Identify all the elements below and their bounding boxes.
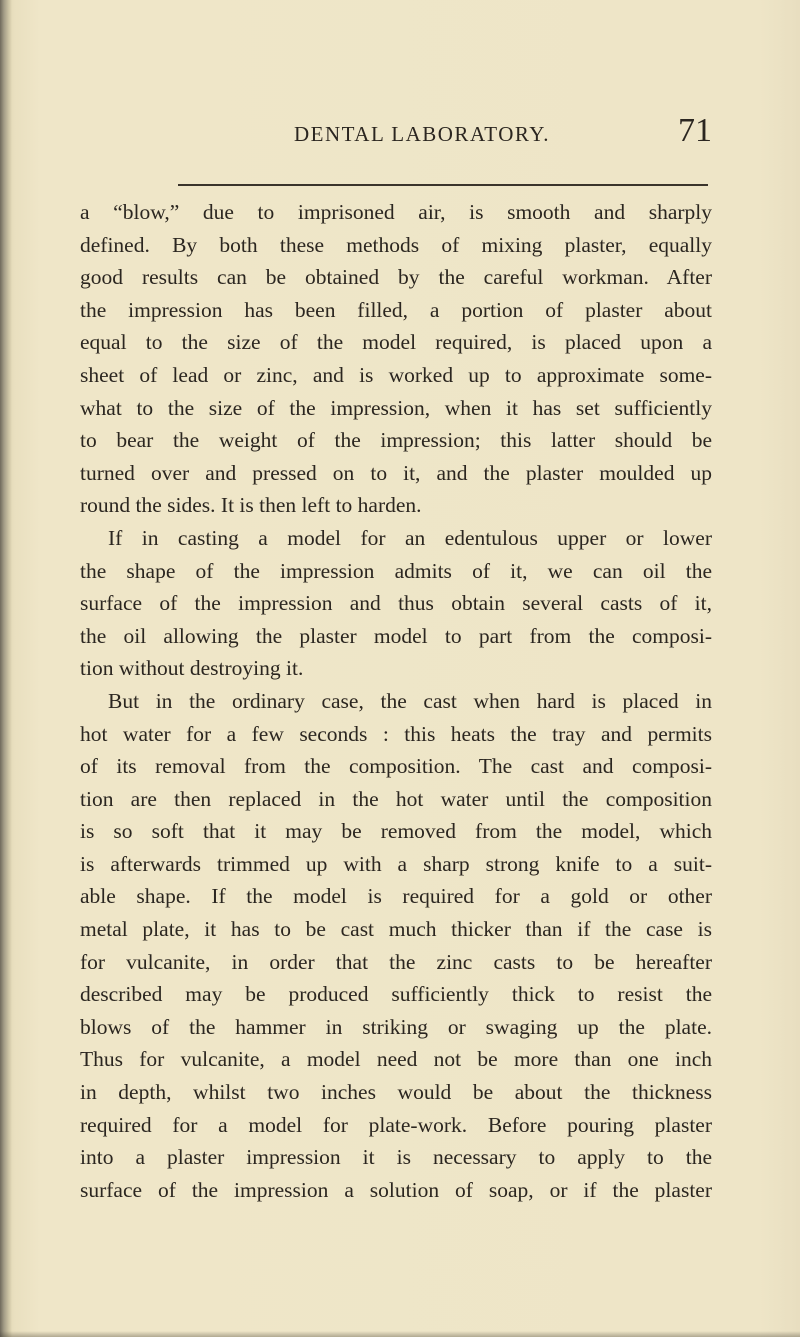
text-line: to bear the weight of the impression; this latter should be bbox=[80, 428, 712, 453]
text-line: able shape. If the model is required for a gold or other bbox=[80, 884, 712, 909]
text-line: a “blow,” due to imprisoned air, is smooth and sharply bbox=[80, 200, 712, 224]
page-gutter bbox=[0, 0, 12, 1337]
paragraph-start: If in casting a model for an edentulous upper or lower bbox=[108, 525, 712, 550]
text-line: is so soft that it may be removed from the model, which bbox=[80, 819, 712, 844]
text-line: what to the size of the impression, when it has set sufficiently bbox=[80, 395, 712, 420]
text-line: blows of the hammer in striking or swaging up the plate. bbox=[80, 1014, 712, 1039]
text-line: sheet of lead or zinc, and is worked up to approximate some- bbox=[80, 362, 712, 387]
text-line: good results can be obtained by the careful workman. After bbox=[80, 265, 712, 290]
text-line: equal to the size of the model required, is placed upon a bbox=[80, 330, 712, 355]
text-line: the oil allowing the plaster model to part from the composi- bbox=[80, 623, 712, 648]
text-line: for vulcanite, in order that the zinc casts to be hereafter bbox=[80, 949, 712, 974]
text-line: surface of the impression and thus obtain several casts of it, bbox=[80, 591, 712, 616]
text-line: surface of the impression a solution of soap, or if the plaster bbox=[80, 1177, 712, 1202]
paragraph-start: But in the ordinary case, the cast when hard is placed in bbox=[108, 688, 712, 713]
text-line: into a plaster impression it is necessary to apply to the bbox=[80, 1145, 712, 1170]
text-line: tion without destroying it. bbox=[80, 656, 304, 681]
page-header bbox=[60, 112, 712, 152]
text-line: described may be produced sufficiently thick to resist the bbox=[80, 982, 712, 1007]
page-bottom-edge bbox=[0, 1331, 800, 1337]
text-line: of its removal from the composition. The cast and composi- bbox=[80, 754, 712, 779]
text-line: Thus for vulcanite, a model need not be more than one inch bbox=[80, 1047, 712, 1072]
text-line: turned over and pressed on to it, and the plaster moulded up bbox=[80, 460, 712, 485]
text-line: round the sides. It is then left to harden. bbox=[80, 493, 422, 518]
text-line: hot water for a few seconds : this heats the tray and permits bbox=[80, 721, 712, 746]
text-line: the impression has been filled, a portion of plaster about bbox=[80, 297, 712, 322]
text-line: in depth, whilst two inches would be about the thickness bbox=[80, 1080, 712, 1105]
text-line: tion are then replaced in the hot water until the composition bbox=[80, 786, 712, 811]
text-line: required for a model for plate-work. Before pouring plaster bbox=[80, 1112, 712, 1137]
body-text bbox=[80, 196, 712, 1206]
text-line: defined. By both these methods of mixing plaster, equally bbox=[80, 232, 712, 257]
header-rule bbox=[178, 184, 708, 186]
running-head: DENTAL LABORATORY. bbox=[294, 122, 550, 146]
text-line: metal plate, it has to be cast much thicker than if the case is bbox=[80, 917, 712, 942]
text-line: is afterwards trimmed up with a sharp strong knife to a suit- bbox=[80, 851, 712, 876]
text-line: the shape of the impression admits of it, we can oil the bbox=[80, 558, 712, 583]
page-number: 71 bbox=[678, 112, 712, 149]
